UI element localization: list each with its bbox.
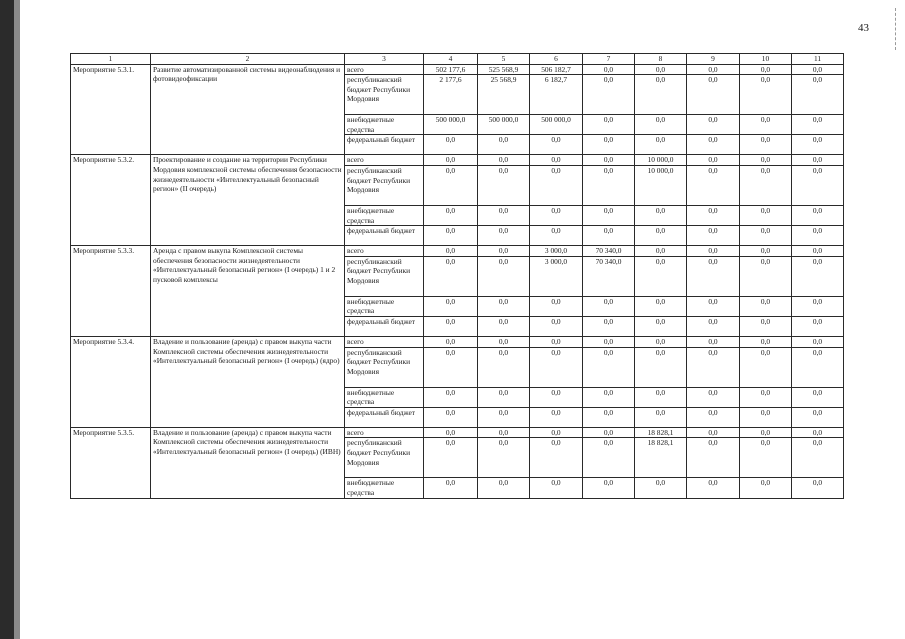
measure-title: Владение и пользование (аренда) с правом выкупа части Комплексной системы обеспечения жизнедеятельности «Интеллектуальный безопасный регион» (I очередь) (ИВН) — [151, 427, 345, 498]
amount-cell: 0,0 — [583, 165, 635, 205]
amount-cell: 0,0 — [583, 135, 635, 155]
amount-cell: 0,0 — [478, 347, 530, 387]
amount-cell: 0,0 — [740, 438, 792, 478]
table-row — [71, 155, 844, 166]
amount-cell: 0,0 — [635, 256, 687, 296]
amount-cell: 0,0 — [583, 387, 635, 407]
amount-cell: 0,0 — [635, 64, 687, 75]
amount-cell: 0,0 — [635, 226, 687, 246]
amount-cell: 0,0 — [792, 75, 844, 115]
header-cell: 9 — [687, 54, 740, 65]
amount-cell: 0,0 — [687, 296, 740, 316]
amount-cell: 0,0 — [583, 347, 635, 387]
amount-cell: 0,0 — [424, 336, 478, 347]
funding-source: всего — [345, 155, 424, 166]
amount-cell: 0,0 — [530, 478, 583, 498]
table-row — [71, 246, 844, 257]
amount-cell: 0,0 — [740, 205, 792, 225]
funding-source: республиканский бюджет Республики Мордовия — [345, 75, 424, 115]
funding-source: федеральный бюджет — [345, 135, 424, 155]
amount-cell: 0,0 — [478, 296, 530, 316]
amount-cell: 0,0 — [424, 135, 478, 155]
amount-cell: 0,0 — [792, 407, 844, 427]
amount-cell: 0,0 — [792, 246, 844, 257]
measure-id: Мероприятие 5.3.2. — [71, 155, 151, 246]
amount-cell: 0,0 — [583, 75, 635, 115]
amount-cell: 0,0 — [635, 135, 687, 155]
amount-cell: 0,0 — [635, 115, 687, 135]
funding-source: всего — [345, 64, 424, 75]
amount-cell: 0,0 — [530, 205, 583, 225]
measure-id: Мероприятие 5.3.3. — [71, 246, 151, 337]
table-row — [71, 64, 844, 75]
amount-cell: 3 000,0 — [530, 256, 583, 296]
table-row — [71, 427, 844, 438]
amount-cell: 0,0 — [583, 64, 635, 75]
header-cell: 11 — [792, 54, 844, 65]
amount-cell: 0,0 — [687, 336, 740, 347]
amount-cell: 18 828,1 — [635, 438, 687, 478]
amount-cell: 0,0 — [635, 205, 687, 225]
amount-cell: 0,0 — [740, 115, 792, 135]
amount-cell: 0,0 — [740, 64, 792, 75]
amount-cell: 0,0 — [478, 336, 530, 347]
amount-cell: 2 177,6 — [424, 75, 478, 115]
amount-cell: 10 000,0 — [635, 155, 687, 166]
amount-cell: 0,0 — [478, 427, 530, 438]
amount-cell: 0,0 — [424, 256, 478, 296]
amount-cell: 0,0 — [583, 438, 635, 478]
amount-cell: 0,0 — [478, 135, 530, 155]
amount-cell: 0,0 — [740, 246, 792, 257]
amount-cell: 0,0 — [530, 296, 583, 316]
amount-cell: 70 340,0 — [583, 246, 635, 257]
amount-cell: 0,0 — [792, 205, 844, 225]
amount-cell: 0,0 — [583, 407, 635, 427]
amount-cell: 0,0 — [424, 387, 478, 407]
amount-cell: 70 340,0 — [583, 256, 635, 296]
table-body — [71, 54, 844, 499]
amount-cell: 0,0 — [530, 407, 583, 427]
amount-cell: 0,0 — [424, 316, 478, 336]
amount-cell: 0,0 — [424, 427, 478, 438]
amount-cell: 0,0 — [792, 336, 844, 347]
funding-source: республиканский бюджет Республики Мордовия — [345, 256, 424, 296]
amount-cell: 0,0 — [424, 478, 478, 498]
header-cell: 1 — [71, 54, 151, 65]
amount-cell: 0,0 — [792, 316, 844, 336]
amount-cell: 0,0 — [740, 256, 792, 296]
header-row — [71, 54, 844, 65]
funding-source: внебюджетные средства — [345, 387, 424, 407]
amount-cell: 0,0 — [687, 205, 740, 225]
amount-cell: 0,0 — [687, 155, 740, 166]
amount-cell: 0,0 — [687, 438, 740, 478]
amount-cell: 0,0 — [792, 256, 844, 296]
amount-cell: 500 000,0 — [424, 115, 478, 135]
amount-cell: 0,0 — [530, 438, 583, 478]
amount-cell: 0,0 — [530, 427, 583, 438]
measure-id: Мероприятие 5.3.4. — [71, 336, 151, 427]
header-cell: 7 — [583, 54, 635, 65]
measure-title: Аренда с правом выкупа Комплексной системы обеспечения безопасности жизнедеятельности «Интеллектуальный безопасный регион» (I очередь) 1 и 2 пусковой комплексы — [151, 246, 345, 337]
amount-cell: 0,0 — [424, 407, 478, 427]
amount-cell: 0,0 — [792, 296, 844, 316]
amount-cell: 0,0 — [687, 316, 740, 336]
amount-cell: 18 828,1 — [635, 427, 687, 438]
amount-cell: 0,0 — [687, 347, 740, 387]
amount-cell: 0,0 — [530, 316, 583, 336]
amount-cell: 0,0 — [530, 347, 583, 387]
amount-cell: 0,0 — [687, 256, 740, 296]
amount-cell: 506 182,7 — [530, 64, 583, 75]
amount-cell: 0,0 — [478, 226, 530, 246]
amount-cell: 0,0 — [792, 427, 844, 438]
amount-cell: 0,0 — [635, 347, 687, 387]
amount-cell: 0,0 — [530, 135, 583, 155]
funding-source: всего — [345, 427, 424, 438]
amount-cell: 0,0 — [530, 165, 583, 205]
amount-cell: 0,0 — [740, 75, 792, 115]
amount-cell: 0,0 — [478, 387, 530, 407]
scan-left-shadow — [14, 0, 20, 639]
funding-source: внебюджетные средства — [345, 296, 424, 316]
amount-cell: 0,0 — [583, 296, 635, 316]
funding-source: всего — [345, 246, 424, 257]
amount-cell: 500 000,0 — [478, 115, 530, 135]
amount-cell: 0,0 — [687, 115, 740, 135]
amount-cell: 0,0 — [478, 205, 530, 225]
amount-cell: 0,0 — [583, 478, 635, 498]
amount-cell: 0,0 — [687, 427, 740, 438]
table-row — [71, 336, 844, 347]
amount-cell: 0,0 — [424, 296, 478, 316]
amount-cell: 0,0 — [740, 336, 792, 347]
amount-cell: 0,0 — [530, 387, 583, 407]
funding-source: республиканский бюджет Республики Мордовия — [345, 347, 424, 387]
amount-cell: 0,0 — [478, 407, 530, 427]
amount-cell: 0,0 — [424, 438, 478, 478]
amount-cell: 0,0 — [740, 478, 792, 498]
header-cell: 10 — [740, 54, 792, 65]
amount-cell: 0,0 — [792, 387, 844, 407]
amount-cell: 525 568,9 — [478, 64, 530, 75]
header-cell: 8 — [635, 54, 687, 65]
budget-table — [70, 53, 844, 499]
amount-cell: 0,0 — [424, 347, 478, 387]
funding-source: внебюджетные средства — [345, 115, 424, 135]
funding-source: всего — [345, 336, 424, 347]
amount-cell: 0,0 — [792, 478, 844, 498]
funding-source: федеральный бюджет — [345, 316, 424, 336]
amount-cell: 0,0 — [583, 427, 635, 438]
amount-cell: 0,0 — [635, 316, 687, 336]
amount-cell: 0,0 — [687, 75, 740, 115]
measure-title: Проектирование и создание на территории Республики Мордовия комплексной системы обеспечения безопасности жизнедеятельности «Интеллектуальный безопасный регион» (II очередь) — [151, 155, 345, 246]
scan-right-marks — [895, 8, 898, 50]
amount-cell: 0,0 — [792, 115, 844, 135]
header-cell: 2 — [151, 54, 345, 65]
measure-id: Мероприятие 5.3.5. — [71, 427, 151, 498]
amount-cell: 0,0 — [478, 478, 530, 498]
amount-cell: 0,0 — [478, 256, 530, 296]
header-cell: 4 — [424, 54, 478, 65]
amount-cell: 10 000,0 — [635, 165, 687, 205]
funding-source: внебюджетные средства — [345, 478, 424, 498]
amount-cell: 0,0 — [792, 226, 844, 246]
amount-cell: 0,0 — [740, 226, 792, 246]
amount-cell: 0,0 — [635, 387, 687, 407]
measure-title: Развитие автоматизированной системы видеонаблюдения и фотовидеофиксации — [151, 64, 345, 155]
amount-cell: 0,0 — [740, 135, 792, 155]
amount-cell: 0,0 — [687, 64, 740, 75]
funding-source: республиканский бюджет Республики Мордовия — [345, 165, 424, 205]
amount-cell: 0,0 — [583, 316, 635, 336]
funding-source: федеральный бюджет — [345, 407, 424, 427]
amount-cell: 0,0 — [792, 64, 844, 75]
amount-cell: 0,0 — [583, 336, 635, 347]
amount-cell: 0,0 — [792, 155, 844, 166]
amount-cell: 0,0 — [740, 155, 792, 166]
amount-cell: 0,0 — [687, 407, 740, 427]
amount-cell: 0,0 — [687, 165, 740, 205]
amount-cell: 0,0 — [687, 246, 740, 257]
amount-cell: 500 000,0 — [530, 115, 583, 135]
amount-cell: 0,0 — [424, 226, 478, 246]
amount-cell: 0,0 — [478, 155, 530, 166]
amount-cell: 0,0 — [792, 135, 844, 155]
amount-cell: 0,0 — [740, 427, 792, 438]
header-cell: 6 — [530, 54, 583, 65]
page-number: 43 — [858, 22, 869, 34]
amount-cell: 0,0 — [478, 165, 530, 205]
amount-cell: 0,0 — [530, 226, 583, 246]
amount-cell: 0,0 — [687, 135, 740, 155]
header-cell: 3 — [345, 54, 424, 65]
amount-cell: 25 568,9 — [478, 75, 530, 115]
measure-id: Мероприятие 5.3.1. — [71, 64, 151, 155]
funding-source: федеральный бюджет — [345, 226, 424, 246]
amount-cell: 0,0 — [740, 387, 792, 407]
amount-cell: 0,0 — [478, 438, 530, 478]
amount-cell: 0,0 — [635, 407, 687, 427]
amount-cell: 0,0 — [635, 75, 687, 115]
amount-cell: 0,0 — [424, 165, 478, 205]
amount-cell: 6 182,7 — [530, 75, 583, 115]
amount-cell: 0,0 — [424, 155, 478, 166]
amount-cell: 0,0 — [687, 387, 740, 407]
amount-cell: 0,0 — [478, 246, 530, 257]
amount-cell: 0,0 — [792, 347, 844, 387]
funding-source: республиканский бюджет Республики Мордовия — [345, 438, 424, 478]
measure-title: Владение и пользование (аренда) с правом выкупа части Комплексной системы обеспечения жизнедеятельности «Интеллектуальный безопасный регион» (I очередь) (ядро) — [151, 336, 345, 427]
amount-cell: 0,0 — [583, 205, 635, 225]
amount-cell: 0,0 — [687, 478, 740, 498]
amount-cell: 0,0 — [635, 296, 687, 316]
amount-cell: 0,0 — [687, 226, 740, 246]
amount-cell: 0,0 — [530, 336, 583, 347]
amount-cell: 0,0 — [424, 205, 478, 225]
amount-cell: 0,0 — [740, 347, 792, 387]
amount-cell: 0,0 — [792, 438, 844, 478]
amount-cell: 0,0 — [583, 115, 635, 135]
header-cell: 5 — [478, 54, 530, 65]
amount-cell: 0,0 — [530, 155, 583, 166]
amount-cell: 502 177,6 — [424, 64, 478, 75]
amount-cell: 0,0 — [635, 336, 687, 347]
amount-cell: 0,0 — [583, 155, 635, 166]
amount-cell: 0,0 — [740, 165, 792, 205]
amount-cell: 0,0 — [583, 226, 635, 246]
amount-cell: 0,0 — [424, 246, 478, 257]
amount-cell: 0,0 — [740, 316, 792, 336]
amount-cell: 0,0 — [792, 165, 844, 205]
scan-left-edge — [0, 0, 14, 639]
amount-cell: 0,0 — [635, 478, 687, 498]
funding-source: внебюджетные средства — [345, 205, 424, 225]
amount-cell: 0,0 — [635, 246, 687, 257]
amount-cell: 0,0 — [478, 316, 530, 336]
amount-cell: 3 000,0 — [530, 246, 583, 257]
amount-cell: 0,0 — [740, 296, 792, 316]
amount-cell: 0,0 — [740, 407, 792, 427]
